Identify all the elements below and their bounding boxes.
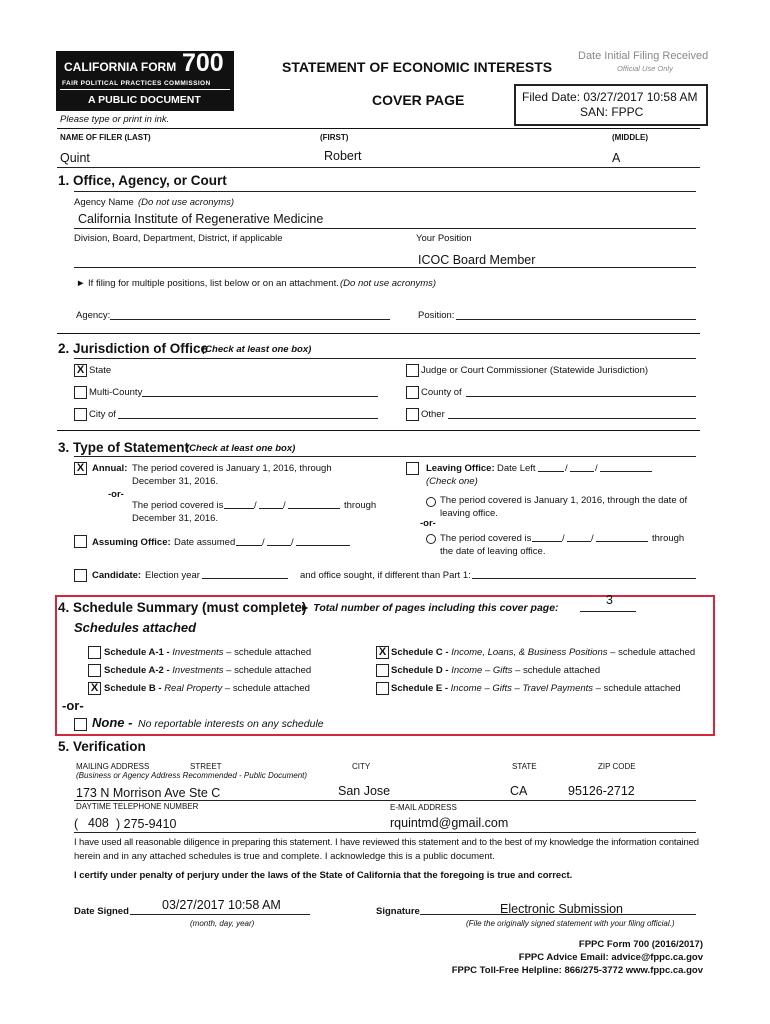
city-field[interactable]: San Jose [338,784,391,798]
section5-heading: 5. Verification [58,739,146,754]
leaving-through: through [652,533,685,544]
schedule-a2-desc: Investments [172,665,224,676]
leaving-option-2b: the date of leaving office. [440,546,546,557]
leaving-option-2a: The period covered is [440,533,532,544]
section2-rule [74,358,696,359]
division-label: Division, Board, Department, District, if applicable [74,233,283,244]
date-signed-label: Date Signed [74,906,129,917]
annual-date-day[interactable] [259,508,283,509]
cover-page-title: COVER PAGE [372,92,465,108]
area-code-field[interactable]: 408 [88,816,109,830]
leaving-or: -or- [420,518,436,529]
agency-name-field[interactable]: California Institute of Regenerative Medicine [78,212,324,226]
extra-position-label: Position: [418,310,455,321]
schedule-e-desc: Income – Gifts – Travel Payments [450,683,594,694]
schedule-c [391,647,695,658]
assuming-date-day[interactable] [267,545,291,546]
schedule-d-checkbox[interactable] [376,664,389,677]
san-label: SAN: FPPC [580,105,644,119]
first-name-field[interactable]: Robert [324,149,362,163]
schedule-b-desc: Real Property [164,683,223,694]
official-use-label: Official Use Only [617,64,673,73]
section3-rule [74,456,696,457]
email-label: E-MAIL ADDRESS [390,803,457,812]
leaving-option-2-radio[interactable] [426,534,436,544]
email-field[interactable]: rquintmd@gmail.com [390,816,509,830]
assuming-text: Date assumed [174,537,236,548]
first-name-label: (FIRST) [320,133,349,142]
phone-rule [74,832,696,833]
extra-agency-field[interactable] [110,319,390,320]
last-name-field[interactable]: Quint [60,151,90,165]
schedule-d-tail: – schedule attached [515,665,601,676]
state-label: State [89,365,112,376]
schedule-b-label: Schedule B - [104,683,162,694]
annual-label: Annual: [92,463,128,474]
schedule-b-checkbox[interactable]: X [88,682,101,695]
annual-text-2a: The period covered is [132,500,224,511]
judge-checkbox[interactable] [406,364,419,377]
phone-label: DAYTIME TELEPHONE NUMBER [76,802,199,811]
section1-heading: 1. Office, Agency, or Court [58,173,227,188]
zip-field[interactable]: 95126-2712 [568,784,635,798]
schedule-b-tail: – schedule attached [224,683,310,694]
county-of-field[interactable] [466,396,696,397]
annual-text-1a: The period covered is January 1, 2016, through [132,463,332,474]
assuming-label: Assuming Office: [92,537,171,548]
middle-name-label: (MIDDLE) [612,133,648,142]
middle-name-field[interactable]: A [612,151,621,165]
schedule-e-tail: – schedule attached [595,683,681,694]
leaving-period-year[interactable] [596,541,648,542]
form-number: 700 [182,49,224,77]
mailing-address-label: MAILING ADDRESS [76,762,150,771]
leaving-checkbox[interactable] [406,462,419,475]
annual-checkbox[interactable]: X [74,462,87,475]
leaving-label: Leaving Office: [426,463,495,474]
agency-name-hint: (Do not use acronyms) [138,197,235,208]
footer-advice: FPPC Advice Email: advice@fppc.ca.gov [518,952,703,963]
none-checkbox[interactable] [74,718,87,731]
leaving-date-month[interactable] [538,471,564,472]
leaving-period-month[interactable] [532,541,562,542]
section1-bottom-rule [57,333,700,334]
other-checkbox[interactable] [406,408,419,421]
certify-text: I certify under penalty of perjury under the laws of the State of California that the foregoing is true and correct. [74,870,573,881]
schedule-a1-tail: – schedule attached [226,647,312,658]
total-pages-value[interactable]: 3 [606,593,613,607]
signature-hint: (File the originally signed statement with your filing official.) [466,919,675,928]
election-year-field[interactable] [202,578,288,579]
county-of-checkbox[interactable] [406,386,419,399]
agency-name-label: Agency Name [74,197,134,208]
annual-date-year[interactable] [288,508,340,509]
footer-form: FPPC Form 700 (2016/2017) [578,939,703,950]
state-field[interactable]: CA [510,784,528,798]
leaving-check-one: (Check one) [426,476,478,487]
other-field[interactable] [448,418,696,419]
leaving-option-1-radio[interactable] [426,497,436,507]
public-document-label: A PUBLIC DOCUMENT [88,94,201,106]
leaving-date-year[interactable] [600,471,652,472]
address-rule [74,800,696,801]
multiple-positions-hint: (Do not use acronyms) [340,278,437,289]
schedule-c-tail: – schedule attached [610,647,696,658]
city-of-label: City of [89,409,116,420]
section1-rule [74,191,696,192]
assuming-date-month[interactable] [236,545,262,546]
schedule-c-label: Schedule C - [391,647,449,658]
header-rule [57,128,700,129]
assuming-slash-1: / [262,537,265,548]
diligence-text-1: I have used all reasonable diligence in preparing this statement. I have reviewed this statement and to the best of my knowledge the information contained [74,837,699,848]
section2-heading: 2. Jurisdiction of Office [58,341,209,356]
filed-date: Filed Date: 03/27/2017 10:58 AM [522,90,698,104]
phone-field[interactable]: ) 275-9410 [116,817,177,831]
schedule-a2 [104,665,311,676]
leaving-slash-2: / [595,463,598,474]
schedule-d [391,665,600,676]
annual-text-1b: December 31, 2016. [132,476,219,487]
schedule-a1-label: Schedule A-1 - [104,647,170,658]
name-rule [57,167,700,168]
candidate-label: Candidate: [92,570,142,581]
none-text: No reportable interests on any schedule [138,718,324,730]
annual-date-slash-2: / [283,500,286,511]
section2-hint: (Check at least one box) [202,344,312,355]
candidate-checkbox[interactable] [74,569,87,582]
street-label: STREET [190,762,222,771]
leaving-slash-1: / [565,463,568,474]
diligence-text-2: herein and in any attached schedules is true and complete. I acknowledge this is a public document. [74,851,495,862]
total-pages-label: ► Total number of pages including this cover page: [300,602,559,614]
city-label: CITY [352,762,371,771]
leaving-period-slash-2: / [591,533,594,544]
schedule-e-label: Schedule E - [391,683,449,694]
multi-county-label: Multi-County [89,387,143,398]
your-position-label: Your Position [416,233,472,244]
commission-rule [60,89,230,90]
schedule-a1 [104,647,311,658]
signature-field[interactable]: Electronic Submission [500,902,623,916]
candidate-text: Election year [145,570,200,581]
position-field[interactable]: ICOC Board Member [418,253,536,267]
schedule-e [391,683,681,694]
annual-date-month[interactable] [224,508,254,509]
section3-hint: (Check at least one box) [186,443,296,454]
judge-label: Judge or Court Commissioner (Statewide Jurisdiction) [421,365,649,376]
date-initial-label: Date Initial Filing Received [578,50,709,62]
commission-name: FAIR POLITICAL PRACTICES COMMISSION [62,80,211,87]
schedule-e-checkbox[interactable] [376,682,389,695]
annual-through: through [344,500,377,511]
schedule-c-desc: Income, Loans, & Business Positions [451,647,608,658]
leaving-period-day[interactable] [567,541,591,542]
schedule-a2-label: Schedule A-2 - [104,665,170,676]
assuming-slash-2: / [291,537,294,548]
date-signed-hint: (month, day, year) [190,919,255,928]
date-signed-line [130,914,310,915]
city-of-field[interactable] [118,418,378,419]
schedule-d-label: Schedule D - [391,665,449,676]
state-address-label: STATE [512,762,537,771]
annual-or: -or- [108,489,124,500]
last-name-label: NAME OF FILER (LAST) [60,133,151,142]
schedule-a2-checkbox[interactable] [88,664,101,677]
extra-agency-label: Agency: [76,310,111,321]
leaving-text: Date Left [497,463,536,474]
other-label: Other [421,409,445,420]
date-signed-field[interactable]: 03/27/2017 10:58 AM [162,898,281,912]
schedule-a1-checkbox[interactable] [88,646,101,659]
schedule-a1-desc: Investments [172,647,224,658]
total-pages-line [580,611,636,612]
schedule-d-desc: Income – Gifts [451,665,513,676]
annual-date-slash-1: / [254,500,257,511]
mailing-hint: (Business or Agency Address Recommended - Public Document) [76,771,308,780]
multiple-positions-note: ► If filing for multiple positions, list below or on an attachment. [76,278,339,289]
schedule-a2-tail: – schedule attached [226,665,312,676]
position-rule [74,267,696,268]
none-label: None - [92,715,133,730]
section4-or: -or- [62,698,84,713]
multi-county-field[interactable] [142,396,378,397]
city-of-checkbox[interactable] [74,408,87,421]
agency-rule [74,228,696,229]
footer-helpline: FPPC Toll-Free Helpline: 866/275-3772 www.fppc.ca.gov [451,965,703,976]
leaving-date-day[interactable] [570,471,594,472]
schedule-c-checkbox[interactable]: X [376,646,389,659]
section4-heading: 4. Schedule Summary (must complete) [58,600,307,615]
candidate-text-2: and office sought, if different than Part 1: [300,570,471,581]
form-title: STATEMENT OF ECONOMIC INTERESTS [282,59,553,75]
section2-bottom-rule [57,430,700,431]
street-field[interactable]: 173 N Morrison Ave Ste C [76,786,221,800]
form-label: CALIFORNIA FORM [64,60,177,74]
signature-label: Signature [376,906,420,917]
signature-line [420,914,696,915]
extra-position-field[interactable] [456,319,696,320]
annual-text-2b: December 31, 2016. [132,513,219,524]
county-of-label: County of [421,387,462,398]
leaving-period-slash-1: / [562,533,565,544]
leaving-option-1b: leaving office. [440,508,498,519]
assuming-date-year[interactable] [296,545,350,546]
state-checkbox[interactable]: X [74,364,87,377]
assuming-checkbox[interactable] [74,535,87,548]
multi-county-checkbox[interactable] [74,386,87,399]
schedule-b [104,683,310,694]
schedules-attached-heading: Schedules attached [74,620,197,635]
area-code-open: ( [74,817,79,831]
section3-heading: 3. Type of Statement [58,440,190,455]
office-sought-field[interactable] [472,578,696,579]
zip-label: ZIP CODE [598,762,636,771]
instruction-text: Please type or print in ink. [60,114,170,125]
leaving-option-1a: The period covered is January 1, 2016, through the date of [440,495,688,506]
